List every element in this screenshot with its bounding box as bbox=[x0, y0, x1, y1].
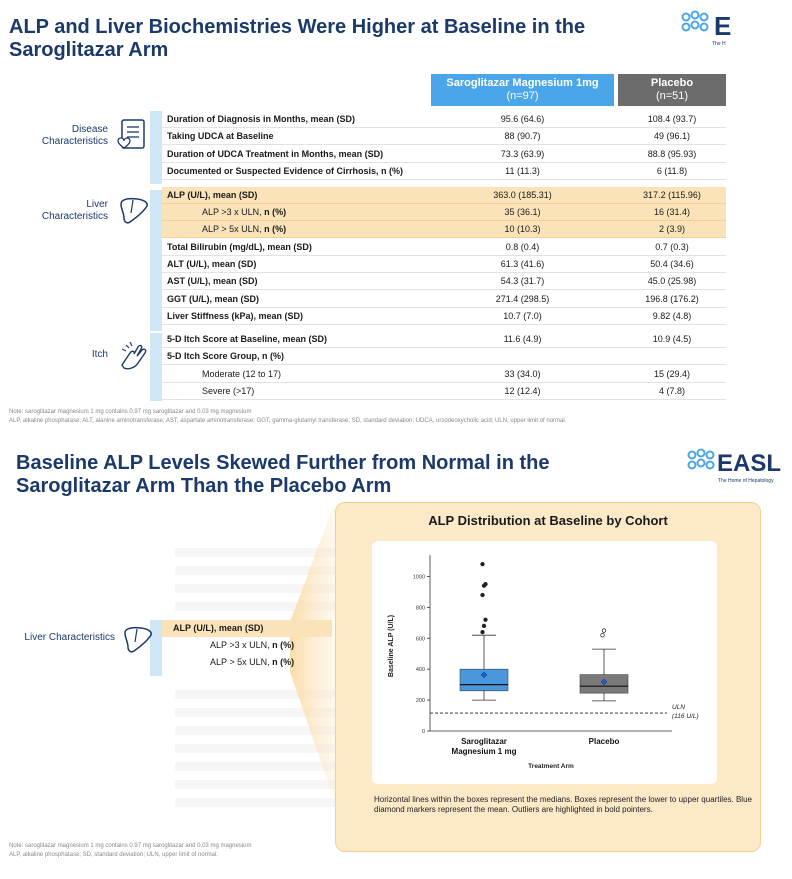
value-placebo: 45.0 (25.98) bbox=[647, 276, 697, 286]
row-label: AST (U/L), mean (SD) bbox=[167, 276, 258, 286]
value-placebo: 9.82 (4.8) bbox=[652, 311, 692, 321]
column-n: (n=51) bbox=[655, 90, 689, 102]
value-placebo: 49 (96.1) bbox=[653, 131, 691, 141]
logo-dots-icon bbox=[686, 448, 718, 474]
row-label: ALT (U/L), mean (SD) bbox=[167, 259, 257, 269]
table-row-highlighted bbox=[162, 221, 726, 238]
slide-alp-distribution bbox=[0, 440, 792, 879]
value-saroglitazar: 54.3 (31.7) bbox=[500, 276, 545, 286]
column-header-placebo bbox=[618, 74, 726, 106]
x-tick-label: Placebo bbox=[588, 737, 620, 746]
table-row-highlighted bbox=[162, 187, 726, 204]
uln-sublabel: (116 U/L) bbox=[672, 713, 699, 721]
table-row bbox=[162, 331, 726, 348]
value-placebo: 108.4 (93.7) bbox=[647, 114, 697, 124]
value-saroglitazar: 95.6 (64.6) bbox=[500, 114, 545, 124]
y-tick-label: 600 bbox=[415, 636, 425, 643]
x-axis-title: Treatment Arm bbox=[528, 763, 574, 770]
outlier-point bbox=[481, 562, 485, 566]
y-tick-label: 200 bbox=[415, 698, 425, 705]
value-saroglitazar: 33 (34.0) bbox=[504, 369, 541, 379]
chart-title: ALP Distribution at Baseline by Cohort bbox=[428, 513, 668, 528]
easl-logo bbox=[686, 448, 792, 488]
value-placebo: 317.2 (115.96) bbox=[643, 190, 701, 200]
value-saroglitazar: 0.8 (0.4) bbox=[505, 242, 540, 252]
logo-dots-icon bbox=[680, 10, 712, 36]
row-label: ALP >3 x ULN, n (%) bbox=[202, 207, 287, 217]
y-axis-title: Baseline ALP (U/L) bbox=[388, 614, 395, 678]
row-label: 5-D Itch Score at Baseline, mean (SD) bbox=[167, 334, 328, 344]
value-placebo: 0.7 (0.3) bbox=[655, 242, 689, 252]
row-label: Duration of UDCA Treatment in Months, mean (SD) bbox=[167, 149, 384, 159]
outlier-point bbox=[602, 629, 606, 633]
logo-tagline: The Home of Hepatology bbox=[718, 478, 774, 484]
row-label: GGT (U/L), mean (SD) bbox=[167, 294, 259, 304]
value-placebo: 2 (3.9) bbox=[658, 224, 685, 234]
y-tick-label: 1000 bbox=[412, 574, 425, 581]
logo-tagline: The H bbox=[712, 41, 726, 47]
column-name: Placebo bbox=[650, 77, 694, 89]
column-header-saroglitazar bbox=[431, 74, 614, 106]
value-saroglitazar: 271.4 (298.5) bbox=[495, 294, 550, 304]
liver-icon bbox=[117, 195, 151, 227]
value-saroglitazar: 363.0 (185.31) bbox=[493, 190, 552, 200]
scratching-hand-icon bbox=[116, 339, 152, 373]
value-placebo: 196.8 (176.2) bbox=[645, 294, 699, 304]
row-label: ALP (U/L), mean (SD) bbox=[167, 190, 258, 200]
outlier-point bbox=[481, 593, 485, 597]
slide-title: ALP and Liver Biochemistries Were Higher at Baseline in the Saroglitazar Arm bbox=[9, 16, 586, 61]
value-saroglitazar: 10 (10.3) bbox=[504, 224, 541, 234]
outlier-point bbox=[484, 582, 488, 586]
row-label: ALP >3 x ULN, n (%) bbox=[210, 640, 295, 650]
value-placebo: 16 (31.4) bbox=[653, 207, 691, 217]
value-saroglitazar: 11.6 (4.9) bbox=[503, 334, 542, 344]
logo-text: EASL bbox=[717, 450, 782, 477]
value-saroglitazar: 88 (90.7) bbox=[504, 131, 541, 141]
outlier-point bbox=[481, 630, 485, 634]
chart-panel bbox=[335, 502, 761, 852]
group-band-liver bbox=[150, 190, 162, 331]
row-label: Duration of Diagnosis in Months, mean (SD) bbox=[167, 114, 356, 124]
table-row bbox=[162, 291, 726, 308]
liver-icon bbox=[121, 624, 155, 656]
value-placebo: 10.9 (4.5) bbox=[652, 334, 692, 344]
row-label: ALP (U/L), mean (SD) bbox=[173, 623, 264, 633]
easl-logo bbox=[680, 10, 792, 52]
value-saroglitazar: 73.3 (63.9) bbox=[500, 149, 545, 159]
value-saroglitazar: 61.3 (41.6) bbox=[500, 259, 545, 269]
group-label-itch: Itch bbox=[91, 349, 108, 360]
row-label: Liver Stiffness (kPa), mean (SD) bbox=[167, 311, 304, 321]
group-band-disease bbox=[150, 111, 162, 184]
table-row bbox=[162, 348, 726, 365]
y-tick-label: 800 bbox=[415, 605, 425, 612]
uln-label: ULN bbox=[672, 704, 686, 712]
medical-document-icon bbox=[113, 117, 151, 153]
row-label: Taking UDCA at Baseline bbox=[167, 131, 274, 141]
abbreviations: ALP, alkaline phosphatase; SD, standard deviation; ULN, upper limit of normal. bbox=[9, 852, 219, 858]
table-row bbox=[162, 163, 726, 180]
row-label: Documented or Suspected Evidence of Cirrhosis, n (%) bbox=[167, 166, 404, 176]
outlier-point bbox=[482, 624, 486, 628]
value-placebo: 4 (7.8) bbox=[658, 386, 685, 396]
group-label-disease: Disease Characteristics bbox=[41, 124, 108, 147]
table-row bbox=[162, 366, 726, 383]
table-row bbox=[162, 273, 726, 290]
value-saroglitazar: 11 (11.3) bbox=[505, 166, 540, 176]
slide-title: Baseline ALP Levels Skewed Further from Normal in the Saroglitazar Arm Than the Placebo Arm bbox=[16, 452, 550, 497]
group-label-liver: Liver Characteristics bbox=[24, 632, 115, 643]
outlier-point bbox=[601, 633, 605, 637]
row-label: Total Bilirubin (mg/dL), mean (SD) bbox=[167, 242, 312, 252]
table-row bbox=[162, 146, 726, 163]
value-placebo: 6 (11.8) bbox=[656, 166, 688, 176]
group-label-liver: Liver Characteristics bbox=[41, 199, 108, 222]
value-saroglitazar: 35 (36.1) bbox=[504, 207, 541, 217]
slide-baseline-table bbox=[0, 0, 792, 434]
chart-caption: Horizontal lines within the boxes represent the medians. Boxes represent the lower to upper quartiles. Blue diamond markers represent the mean. Outliers are highlighted in bold pointers. bbox=[374, 795, 752, 814]
table-row bbox=[162, 111, 726, 128]
row-label: Severe (>17) bbox=[202, 386, 255, 396]
abbreviations: ALP, alkaline phosphatase; ALT, alanine aminotransferase; AST, aspartate aminotransferase; GGT, gamma-glutamyl transferase; SD, standard deviation; UDCA, ursodeoxycholic acid; ULN, upper limit of normal. bbox=[9, 418, 567, 424]
value-placebo: 88.8 (95.93) bbox=[647, 149, 697, 159]
chart-card bbox=[372, 541, 717, 784]
table-row bbox=[162, 128, 726, 145]
row-label: Moderate (12 to 17) bbox=[202, 369, 282, 379]
callout-connector bbox=[290, 502, 340, 802]
row-label: ALP > 5x ULN, n (%) bbox=[210, 657, 295, 667]
table-row bbox=[162, 239, 726, 256]
footnote: Note: saroglitazar magnesium 1 mg contains 0.97 mg saroglitazar and 0.03 mg magnesium bbox=[9, 843, 252, 849]
alp-boxplot bbox=[372, 541, 717, 784]
row-label: ALP > 5x ULN, n (%) bbox=[202, 224, 287, 234]
table-row bbox=[162, 383, 726, 400]
y-tick-label: 400 bbox=[415, 667, 425, 674]
table-row bbox=[162, 256, 726, 273]
table-row bbox=[162, 308, 726, 325]
row-label: 5-D Itch Score Group, n (%) bbox=[167, 351, 285, 361]
x-tick-label: Saroglitazar bbox=[461, 737, 507, 746]
x-tick-label: Magnesium 1 mg bbox=[451, 747, 517, 756]
outlier-point bbox=[484, 618, 488, 622]
column-name: Saroglitazar Magnesium 1mg bbox=[446, 77, 599, 89]
column-n: (n=97) bbox=[506, 90, 539, 102]
y-tick-label: 0 bbox=[421, 729, 425, 735]
footnote: Note: saroglitazar magnesium 1 mg contains 0.97 mg saroglitazar and 0.03 mg magnesium bbox=[9, 409, 252, 415]
value-placebo: 15 (29.4) bbox=[653, 369, 691, 379]
logo-text: E bbox=[714, 11, 732, 41]
value-placebo: 50.4 (34.6) bbox=[650, 259, 694, 269]
table-row-highlighted bbox=[162, 204, 726, 221]
value-saroglitazar: 12 (12.4) bbox=[504, 386, 541, 396]
value-saroglitazar: 10.7 (7.0) bbox=[503, 311, 542, 321]
